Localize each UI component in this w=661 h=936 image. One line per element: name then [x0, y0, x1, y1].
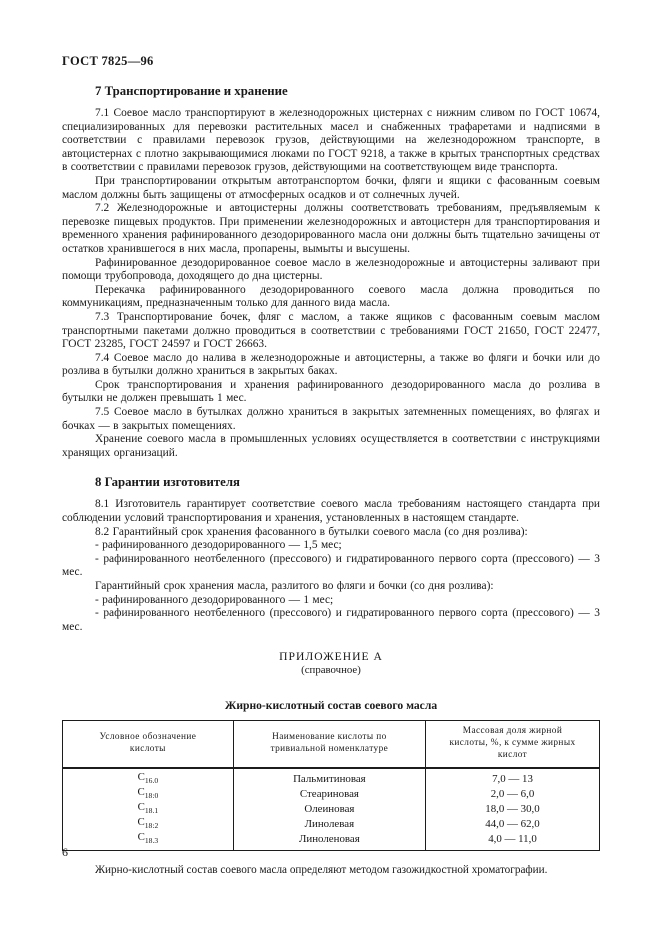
- paragraph: 7.1 Соевое масло транспортируют в железнодорожных цистернах с нижним сливом по ГОСТ 10674, специализированных для перевозки растительных масел и снабженных трафаретами и надписями в соответствии с правилами перевозок грузов, действующими на железнодорожном транспорте, в автоцистернах с плотно закрывающимися люками по ГОСТ 9218, а также в крытых транспортных средствах в соответствии с правилами перевозок грузов, действующими на соответствующем виде транспорта.: [62, 107, 600, 174]
- paragraph: 7.4 Соевое масло до налива в железнодорожные и автоцистерны, а также во фляги и бочки или до розлива в бутылки должно храниться в закрытых баках.: [62, 351, 600, 378]
- table-row: [63, 832, 600, 850]
- table-header-row: [63, 721, 600, 768]
- page-number: 6: [62, 845, 68, 859]
- acid-name: Стеариновая: [233, 787, 425, 802]
- table-title: Жирно-кислотный состав соевого масла: [224, 699, 438, 713]
- appendix-subtitle: (справочное): [301, 664, 361, 677]
- acid-symbol: [63, 787, 234, 802]
- column-header-value: Массовая доля жирной кислоты, %, к сумме жирных кислот: [426, 721, 600, 768]
- table-note: Жирно-кислотный состав соевого масла определяют методом газожидкостной хроматографии.: [95, 864, 548, 876]
- paragraph: 8.2 Гарантийный срок хранения фасованного в бутылки соевого масла (со дня розлива):: [95, 525, 528, 538]
- section-8-title: 8 Гарантии изготовителя: [95, 475, 240, 490]
- acid-range: 4,0 — 11,0: [426, 832, 600, 850]
- appendix-title: ПРИЛОЖЕНИЕ А: [279, 650, 383, 664]
- paragraph: - рафинированного дезодорированного — 1,5 мес;: [95, 539, 342, 552]
- column-header-symbol: Условное обозначение кислоты: [63, 721, 234, 768]
- acid-symbol-sub: 16.0: [144, 776, 159, 786]
- page-content: [62, 54, 600, 889]
- acid-symbol: [63, 768, 234, 787]
- paragraph: 7.3 Транспортирование бочек, фляг с маслом, а также ящиков с фасованным соевым маслом транспортными пакетами должно проводиться в соответствии с требованиями ГОСТ 21650, ГОСТ 22477, ГОСТ 23285, ГОСТ 24597 и ГОСТ 26663.: [62, 310, 600, 351]
- acid-symbol: [63, 817, 234, 832]
- acid-symbol-base: C: [137, 801, 145, 814]
- acid-symbol-base: C: [137, 831, 145, 844]
- paragraph: Хранение соевого масла в промышленных условиях осуществляется в соответствии с инструкциями хранящих организаций.: [62, 433, 600, 459]
- acid-symbol-base: C: [137, 786, 145, 799]
- table-row: [63, 802, 600, 817]
- paragraph: Срок транспортирования и хранения рафинированного дезодорированного масла до розлива в бутылки не должен превышать 1 мес.: [62, 378, 600, 405]
- paragraph: Перекачка рафинированного дезодорированного соевого масла должна проводиться по коммуникациям, предназначенным только для данного вида масла.: [62, 283, 600, 310]
- acid-symbol: [63, 802, 234, 817]
- acid-name: Олеиновая: [233, 802, 425, 817]
- acid-name: Линолевая: [233, 817, 425, 832]
- acid-symbol-sub: 18.3: [144, 836, 159, 846]
- paragraph: 7.2 Железнодорожные и автоцистерны должны соответствовать требованиям, предъявляемым к перевозке пищевых продуктов. При применении железнодорожных и автоцистерн для транспортирования и временного хранения рафинированного дезодорированного масла они должны быть тщательно зачищены от остатков хранившегося в них масла, пропарены, вымыты и высушены.: [62, 202, 600, 255]
- acid-range: 44,0 — 62,0: [426, 817, 600, 832]
- table-row: [63, 787, 600, 802]
- acid-symbol-sub: 18:0: [144, 791, 159, 801]
- acid-name: Линоленовая: [233, 832, 425, 850]
- column-header-name: Наименование кислоты по тривиальной номенклатуре: [233, 721, 425, 768]
- acid-symbol: [63, 832, 234, 850]
- section-7-title: 7 Транспортирование и хранение: [95, 84, 288, 98]
- table-row: [63, 817, 600, 832]
- acid-range: 7,0 — 13: [426, 768, 600, 787]
- table-row: [63, 768, 600, 787]
- paragraph: - рафинированного неотбеленного (прессового) и гидратированного первого сорта (прессового) — 3 мес.: [62, 607, 600, 633]
- acid-range: 2,0 — 6,0: [426, 787, 600, 802]
- paragraph: При транспортировании открытым автотранспортом бочки, фляги и ящики с фасованным соевым маслом должны быть защищены от атмосферных осадков и от солнечных лучей.: [62, 174, 600, 201]
- acid-range: 18,0 — 30,0: [426, 802, 600, 817]
- paragraph: 7.5 Соевое масло в бутылках должно храниться в закрытых затемненных помещениях, во флягах и бочках — в закрытых помещениях.: [62, 406, 600, 432]
- acid-symbol-sub: 18.1: [144, 806, 159, 816]
- acid-symbol-sub: 18:2: [144, 821, 159, 831]
- paragraph: - рафинированного дезодорированного — 1 мес;: [95, 593, 334, 606]
- paragraph: Рафинированное дезодорированное соевое масло в железнодорожные и автоцистерны заливают при помощи трубопровода, доходящего до дна цистерны.: [62, 256, 600, 283]
- paragraph: Гарантийный срок хранения масла, разлитого во фляги и бочки (со дня розлива):: [95, 580, 494, 592]
- acid-symbol-base: C: [137, 816, 145, 829]
- paragraph: 8.1 Изготовитель гарантирует соответствие соевого масла требованиям настоящего стандарта при соблюдении условий транспортирования и хранения, установленных в настоящем стандарте.: [62, 498, 600, 525]
- acid-symbol-base: C: [137, 771, 145, 784]
- acid-name: Пальмитиновая: [233, 768, 425, 787]
- paragraph: - рафинированного неотбеленного (прессового) и гидратированного первого сорта (прессового) — 3 мес.: [62, 552, 600, 579]
- doc-number: ГОСТ 7825—96: [62, 54, 154, 68]
- fatty-acid-table: [62, 720, 600, 851]
